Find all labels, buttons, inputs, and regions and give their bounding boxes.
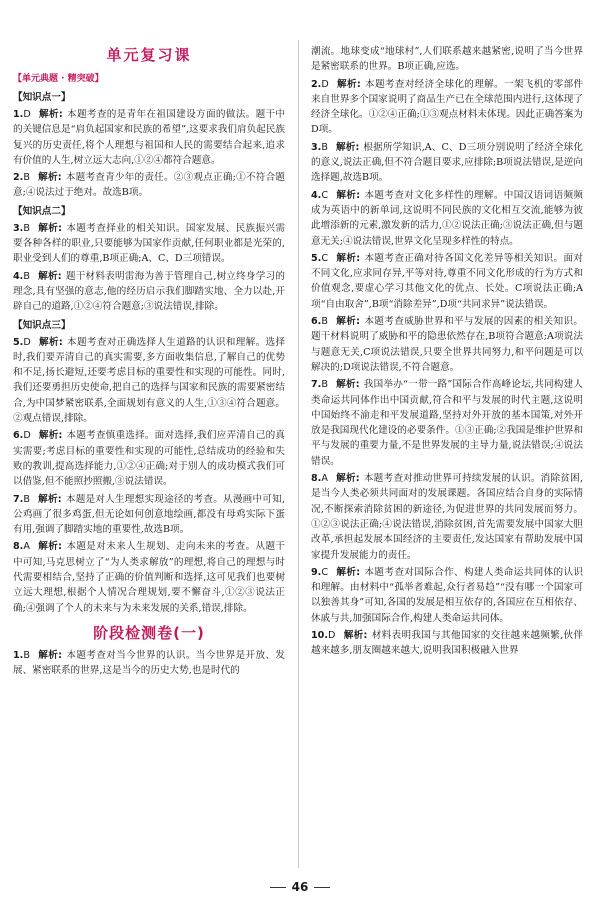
sub-banner: 【单元典题 · 精突破】 <box>13 74 104 84</box>
question-number: 6. <box>311 316 322 328</box>
answer-item <box>311 471 583 563</box>
analysis-label: 解析: <box>336 566 361 578</box>
question-number: 6. <box>13 430 24 442</box>
left-answer-list-tail <box>13 648 285 679</box>
answer-item <box>13 335 285 427</box>
knowledge-point-heading: 【知识点一】 <box>13 92 71 103</box>
answer-item <box>311 565 583 626</box>
answer-choice: D <box>328 629 336 641</box>
answer-choice: B <box>23 649 30 661</box>
analysis-text: 本题考查对推动世界可持续发展的认识。消除贫困,是当今人类必须共同面对的发展课题。各国应结合自身的实际情况,不断探索消除贫困的新途径,为促进世界的共同发展而努力。①②③说法正确;④说法错误,消除贫困,首先需要发展中国家大胆改革,承担起发展本国经济的主要责任,发达国家有帮助发展中国家提升发展能力的责任。 <box>311 473 583 561</box>
analysis-text: 本题考查对经济全球化的理解。一架飞机的零部件来自世界多个国家说明了商品生产已在全球范围内进行,这体现了经济全球化。①②④正确;①③观点材料未体现。因此正确答案为D项。 <box>311 78 584 136</box>
left-column <box>13 42 285 681</box>
analysis-text: 本题考查青少年的责任。②③观点正确;①不符合题意;④说法过于绝对。故选B项。 <box>13 172 285 199</box>
knowledge-point-heading: 【知识点二】 <box>13 205 71 217</box>
question-number: 3. <box>311 141 322 153</box>
answer-item <box>311 251 583 312</box>
answer-choice: D <box>23 336 31 348</box>
question-number: 1. <box>13 109 24 120</box>
answer-choice: B <box>23 172 30 184</box>
answer-choice: B <box>321 141 328 153</box>
analysis-label: 解析: <box>37 541 63 553</box>
analysis-label: 解析: <box>335 141 360 153</box>
analysis-label: 解析: <box>336 189 361 201</box>
section-title: 单元复习课 <box>106 46 192 64</box>
analysis-text: 本题考查对当今世界的认识。当今世界是开放、发展、紧密联系的世界,这是当今的历史大势,也是时代的 <box>13 649 285 677</box>
analysis-label: 解析: <box>336 78 361 90</box>
answer-choice: B <box>23 493 30 505</box>
answer-item <box>13 170 285 201</box>
question-number: 7. <box>13 493 24 505</box>
analysis-text: 本题是对未来人生规划、走向未来的考查。从题干中可知,马克思树立了“为人类求解放”的理想,将自己的理想与时代需要相结合,坚持了正确的价值判断和选择,这可见我们也要树立远大理想,根据个人情况合理规划,要不懈奋斗,①②③说法正确;④强调了个人的未来与为未来发展的关系,错误,排除。 <box>13 541 285 614</box>
analysis-label: 解析: <box>38 109 63 120</box>
analysis-label: 解析: <box>38 430 63 442</box>
answer-item <box>311 77 583 138</box>
analysis-text: 本题考查对正确选择人生道路的认识和理解。选择时,我们要弄清自己的真实需要,多方面收集信息,了解自己的优势和不足,扬长避短,还要考虑目标的重要性和实现的可能性。同时,我们还要勇担历史使命,把自己的选择与国家和民族的需要紧密结合,为中国梦紧密联系,全面规划有意义的人生,①③④符合题意。②观点错误,排除。 <box>13 336 286 425</box>
answer-choice: B <box>321 379 328 391</box>
analysis-label: 解析: <box>343 629 368 641</box>
knowledge-point-heading: 【知识点三】 <box>13 319 71 331</box>
analysis-text: 本题考查威胁世界和平与发展的因素的相关知识。题干材料说明了威胁和平的隐患依然存在,B项符合题意;A项说法与题意无关,C项说法错误,只要全世界共同努力,和平问题是可以解决的;D项说法错误,不符合题意。 <box>311 316 583 373</box>
answer-choice: B <box>23 270 30 282</box>
answer-choice: D <box>23 430 31 442</box>
analysis-label: 解析: <box>335 316 361 328</box>
question-number: 2. <box>13 172 24 184</box>
answer-item <box>311 314 583 375</box>
analysis-text: 本题考查对文化多样性的理解。中国汉语词语频频成为英语中的新单词,这说明不同民族的文化相互交流,能够为彼此增添新的元素,激发新的活力,①②说法正确;③说法正确,但与题意无关;④说法错误,世界文化呈现多样性的特点。 <box>311 189 583 247</box>
question-number: 5. <box>13 336 24 348</box>
question-number: 1. <box>13 649 24 661</box>
answer-item <box>13 492 285 538</box>
analysis-text: 本题是对人生理想实现途径的考查。从漫画中可知,公鸡画了很多鸡蛋,但无论如何创意地绘画,都没有母鸡实际下蛋有用,强调了脚踏实地的重要性,故选B项。 <box>13 493 285 536</box>
answer-choice: C <box>321 566 329 578</box>
question-number: 10. <box>311 629 328 641</box>
answer-item <box>311 377 583 469</box>
answer-choice: C <box>321 189 329 201</box>
question-number: 5. <box>311 252 322 264</box>
analysis-label: 解析: <box>37 172 62 184</box>
analysis-label: 解析: <box>37 649 63 661</box>
analysis-text: 本题考查正确对待各国文化差异等相关知识。面对不同文化,应求同存异,平等对待,尊重不同文化形成的行为方式和价值观念,要虚心学习其他文化的优点、长处。C项说法正确;A项“自由取舍”,B项“消除差异”,D项“共同求异”说法错误。 <box>311 252 583 310</box>
answer-choice: B <box>321 316 328 328</box>
analysis-text: 本题考查择业的相关知识。国家发展、民族振兴需要各种各样的职业,只要能够为国家作贡献,任何职业都是光荣的,职业受到人们的尊重,B项正确;A、C、D三项错误。 <box>13 222 285 265</box>
right-answer-list <box>311 44 583 659</box>
watermark-logo <box>474 864 592 904</box>
answer-item <box>311 140 583 186</box>
answer-item <box>13 221 285 267</box>
question-number: 4. <box>311 189 322 201</box>
answer-item <box>13 269 285 315</box>
stage-title: 阶段检测卷(一) <box>93 623 205 642</box>
answer-item <box>13 648 285 679</box>
answer-choice: A <box>321 473 328 485</box>
answer-choice: B <box>23 222 30 234</box>
answer-choice: D <box>23 109 31 120</box>
question-number: 8. <box>13 541 24 553</box>
question-number: 9. <box>311 566 322 578</box>
answer-item <box>311 188 583 249</box>
analysis-text: 本题考查对国际合作、构建人类命运共同体的认识和理解。由材料中“孤举者难起,众行者易趋”“没有哪一个国家可以独善其身”可知,各国的发展是相互依存的,各国应在互相依存、休戚与共,加强国际合作,构建人类命运共同体。 <box>311 566 583 624</box>
question-number: 7. <box>311 379 322 391</box>
analysis-text: 本题考查的是青年在祖国建设方面的做法。题干中的关键信息是“肩负起国家和民族的希望”,这要求我们肩负起民族复兴的历史责任,将个人理想与祖国和人民的需要结合起来,追求有价值的人生,树立远大志向,①②④都符合题意。 <box>13 109 286 166</box>
right-column <box>311 44 583 661</box>
answer-item <box>13 539 285 615</box>
page-number-dash-left <box>270 887 286 888</box>
question-number: 2. <box>311 78 322 90</box>
page-number-dash-right <box>314 887 330 888</box>
answer-choice: C <box>321 252 329 264</box>
analysis-label: 解析: <box>37 270 62 282</box>
answer-choice: A <box>23 541 30 553</box>
analysis-label: 解析: <box>37 493 62 505</box>
analysis-text: 根据所学知识,A、C、D三项分别说明了经济全球化的意义,说法正确,但不符合题目要求,应排除;B项说法错误,是逆向选择题,故选B项。 <box>311 141 583 184</box>
answer-choice: D <box>321 78 329 90</box>
analysis-text: 材料表明我国与其他国家的交往越来越频繁,伙伴越来越多,朋友圈越来越大,说明我国积极融入世界 <box>311 629 583 657</box>
question-number: 4. <box>13 270 24 282</box>
page-number-text: 46 <box>291 880 309 894</box>
answer-item <box>311 628 583 659</box>
analysis-label: 解析: <box>335 379 360 391</box>
column-divider <box>298 40 299 868</box>
answer-item <box>13 107 285 168</box>
analysis-text: 本题考查慎重选择。面对选择,我们应弄清自己的真实需要;考虑目标的重要性和实现的可能性,总结成功的经验和失败的教训,提高选择能力,①②④正确;对于别人的成功模式我们可以借鉴,但不能照抄照搬,③说法错误。 <box>13 430 285 488</box>
analysis-text: 题干材料表明雷海为善于管理自己,树立终身学习的理念,具有坚强的意志,他的经历启示我们脚踏实地、全力以赴,开辟自己的道路,①②④符合题意;③说法错误,排除。 <box>13 270 285 313</box>
analysis-label: 解析: <box>37 222 63 234</box>
left-answer-list <box>13 90 285 616</box>
analysis-label: 解析: <box>336 252 361 264</box>
answer-item <box>13 428 285 489</box>
analysis-text: 我国举办“一带一路”国际合作高峰论坛,共同构建人类命运共同体作出中国贡献,符合和平与发展的时代主题,这说明中国始终不渝走和平发展道路,坚持对外开放的基本国策,对外开放是我国现代化建设的必要条件。①③正确;②我国是维护世界和平与发展的重要力量,不是世界发展的主导力量,说法错误;④说法错误。 <box>311 379 584 467</box>
answer-continuation: 潮流。地球变成“地球村”,人们联系越来越紧密,说明了当今世界是紧密联系的世界。B项正确,应选。 <box>311 46 583 73</box>
question-number: 8. <box>311 473 322 485</box>
question-number: 3. <box>13 222 24 234</box>
analysis-label: 解析: <box>335 473 360 485</box>
analysis-label: 解析: <box>38 336 63 348</box>
